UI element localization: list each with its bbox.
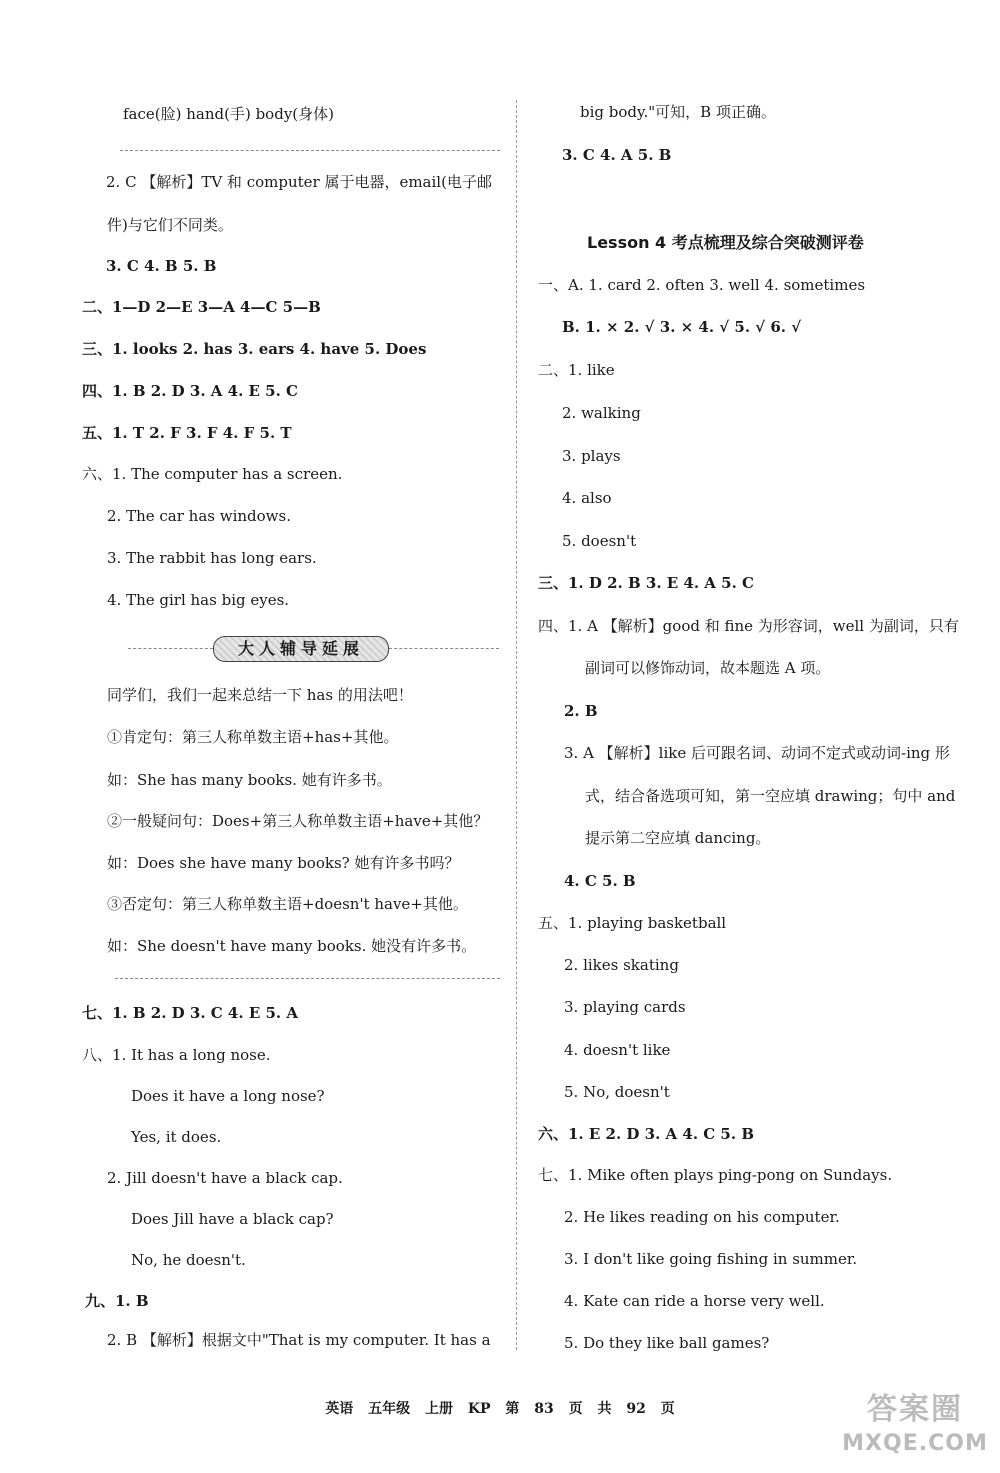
section-answer-2: 二、1—D 2—E 3—A 4—C 5—B [82, 298, 321, 316]
answer-line: 3. playing cards [564, 998, 686, 1016]
answer-line: 5. Do they like ball games? [564, 1334, 770, 1352]
note-line: 如：She doesn't have many books. 她没有许多书。 [107, 937, 477, 955]
answer-line: 2. B 【解析】根据文中"That is my computer. It has a [107, 1331, 491, 1349]
answer-line: 2. walking [562, 404, 641, 422]
answer-line: 2. B [564, 702, 598, 720]
answer-line: 3. C 4. B 5. B [106, 257, 217, 275]
lesson-heading: Lesson 4 考点梳理及综合突破测评卷 [587, 233, 864, 252]
answer-line: 4. C 5. B [564, 872, 636, 890]
section-answer-6: 六、1. The computer has a screen. [82, 465, 343, 483]
note-line: 如：Does she have many books? 她有许多书吗？ [107, 854, 460, 872]
section-answer-6: 六、1. E 2. D 3. A 4. C 5. B [538, 1125, 754, 1143]
section-answer-4: 四、1. A 【解析】good 和 fine 为形容词，well 为副词，只有 [538, 617, 959, 635]
watermark-url: MXQE.COM [842, 1431, 988, 1456]
answer-line: 5. doesn't [562, 532, 637, 550]
watermark-text: 答案圈 [867, 1392, 963, 1427]
section-answer-8: 八、1. It has a long nose. [82, 1046, 271, 1064]
answer-line: 2. He likes reading on his computer. [564, 1208, 840, 1226]
section-answer-9: 九、1. B [85, 1292, 149, 1310]
answer-line: 2. likes skating [564, 956, 679, 974]
answer-line: Does Jill have a black cap? [131, 1210, 334, 1228]
answer-line: 4. The girl has big eyes. [107, 591, 290, 609]
section-answer-3: 三、1. D 2. B 3. E 4. A 5. C [538, 574, 754, 592]
answer-line: 4. also [562, 489, 612, 507]
answer-line: Does it have a long nose? [131, 1087, 325, 1105]
note-line: ①肯定句：第三人称单数主语+has+其他。 [107, 728, 399, 746]
banner-rule-left [128, 648, 213, 649]
answer-line: 提示第二空应填 dancing。 [585, 829, 771, 847]
answer-line: 3. A 【解析】like 后可跟名词、动词不定式或动词-ing 形 [564, 744, 950, 762]
section-answer-5: 五、1. T 2. F 3. F 4. F 5. T [82, 424, 292, 442]
answer-line: 4. doesn't like [564, 1041, 671, 1059]
note-line: ②一般疑问句：Does+第三人称单数主语+have+其他？ [107, 812, 489, 830]
note-line: 同学们，我们一起来总结一下 has 的用法吧！ [107, 686, 413, 704]
answer-line: 副词可以修饰动词，故本题选 A 项。 [585, 659, 831, 677]
column-divider [516, 100, 517, 1350]
answer-line: 3. C 4. A 5. B [562, 146, 672, 164]
dashed-divider [115, 978, 500, 979]
answer-line: B. 1. × 2. √ 3. × 4. √ 5. √ 6. √ [562, 318, 802, 336]
answer-line: 件)与它们不同类。 [107, 216, 233, 234]
banner-rule-right [389, 648, 499, 649]
dashed-divider [120, 150, 500, 151]
section-answer-3: 三、1. looks 2. has 3. ears 4. have 5. Does [82, 340, 427, 358]
answer-line: Yes, it does. [131, 1128, 222, 1146]
answer-line: 5. No, doesn't [564, 1083, 670, 1101]
answer-line: big body."可知，B 项正确。 [580, 103, 776, 121]
answer-line: 3. The rabbit has long ears. [107, 549, 317, 567]
section-answer-5: 五、1. playing basketball [538, 914, 727, 932]
answer-line: 3. plays [562, 447, 621, 465]
note-line: 如：She has many books. 她有许多书。 [107, 771, 392, 789]
page-footer: 英语 五年级 上册 KP 第 83 页 共 92 页 [325, 1401, 675, 1417]
section-answer-2: 二、1. like [538, 361, 615, 379]
answer-line: No, he doesn't. [131, 1251, 246, 1269]
answer-line: 式，结合备选项可知，第一空应填 drawing；句中 and [585, 787, 956, 805]
section-answer-4: 四、1. B 2. D 3. A 4. E 5. C [82, 382, 298, 400]
answer-line: 2. C 【解析】TV 和 computer 属于电器，email(电子邮 [106, 173, 492, 191]
section-answer-1: 一、A. 1. card 2. often 3. well 4. sometimes [538, 276, 866, 294]
note-line: ③否定句：第三人称单数主语+doesn't have+其他。 [107, 895, 468, 913]
tutoring-banner: 大人辅导延展 [213, 636, 389, 662]
answer-line: 3. I don't like going fishing in summer. [564, 1250, 858, 1268]
section-answer-7: 七、1. Mike often plays ping-pong on Sundays. [538, 1166, 893, 1184]
section-answer-7: 七、1. B 2. D 3. C 4. E 5. A [82, 1004, 298, 1022]
answer-line: 2. The car has windows. [107, 507, 291, 525]
answer-line: 4. Kate can ride a horse very well. [564, 1292, 825, 1310]
answer-line: 2. Jill doesn't have a black cap. [107, 1169, 343, 1187]
vocab-line: face(脸) hand(手) body(身体) [123, 105, 334, 123]
watermark-logo [840, 1390, 990, 1468]
